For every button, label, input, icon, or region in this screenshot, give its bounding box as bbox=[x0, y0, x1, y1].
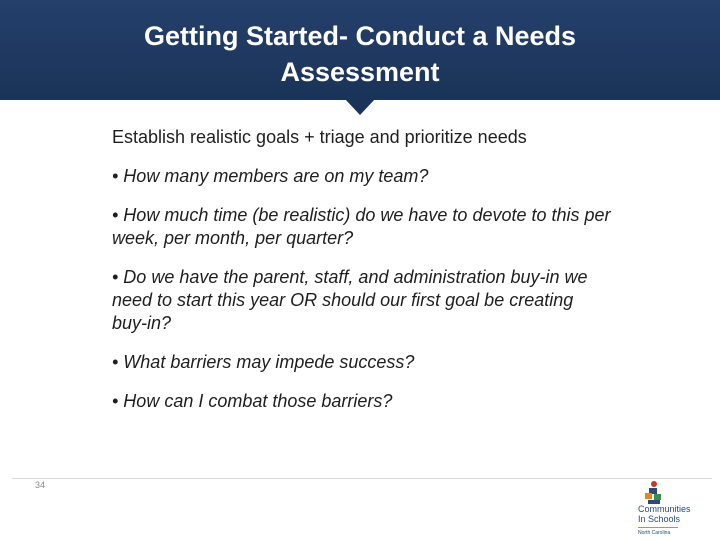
slide-body bbox=[112, 126, 612, 429]
logo-line-1: Communities bbox=[638, 504, 691, 514]
page-number: 34 bbox=[35, 480, 46, 490]
bullet-item: • Do we have the parent, staff, and administration buy-in we need to start this year OR should our first goal be creating buy-in? bbox=[112, 267, 588, 333]
title-line-2: Assessment bbox=[280, 57, 440, 87]
slide-title bbox=[0, 18, 720, 90]
logo-subtitle: North Carolina bbox=[638, 527, 678, 536]
logo-wordmark bbox=[638, 504, 691, 524]
bullet-item: • How many members are on my team? bbox=[112, 166, 429, 186]
bullet-item: • How much time (be realistic) do we have to devote to this per week, per month, per quarter? bbox=[112, 205, 611, 248]
communities-in-schools-logo bbox=[634, 480, 718, 540]
logo-line-2: In Schools bbox=[638, 514, 681, 524]
logo-figures-icon bbox=[634, 480, 674, 506]
bullet-item: • What barriers may impede success? bbox=[112, 352, 415, 372]
header-notch bbox=[345, 99, 375, 115]
title-line-1: Getting Started- Conduct a Needs bbox=[143, 21, 577, 51]
bullet-item: • How can I combat those barriers? bbox=[112, 391, 393, 411]
footer-divider bbox=[12, 478, 712, 479]
lead-text: Establish realistic goals + triage and prioritize needs bbox=[112, 127, 527, 147]
